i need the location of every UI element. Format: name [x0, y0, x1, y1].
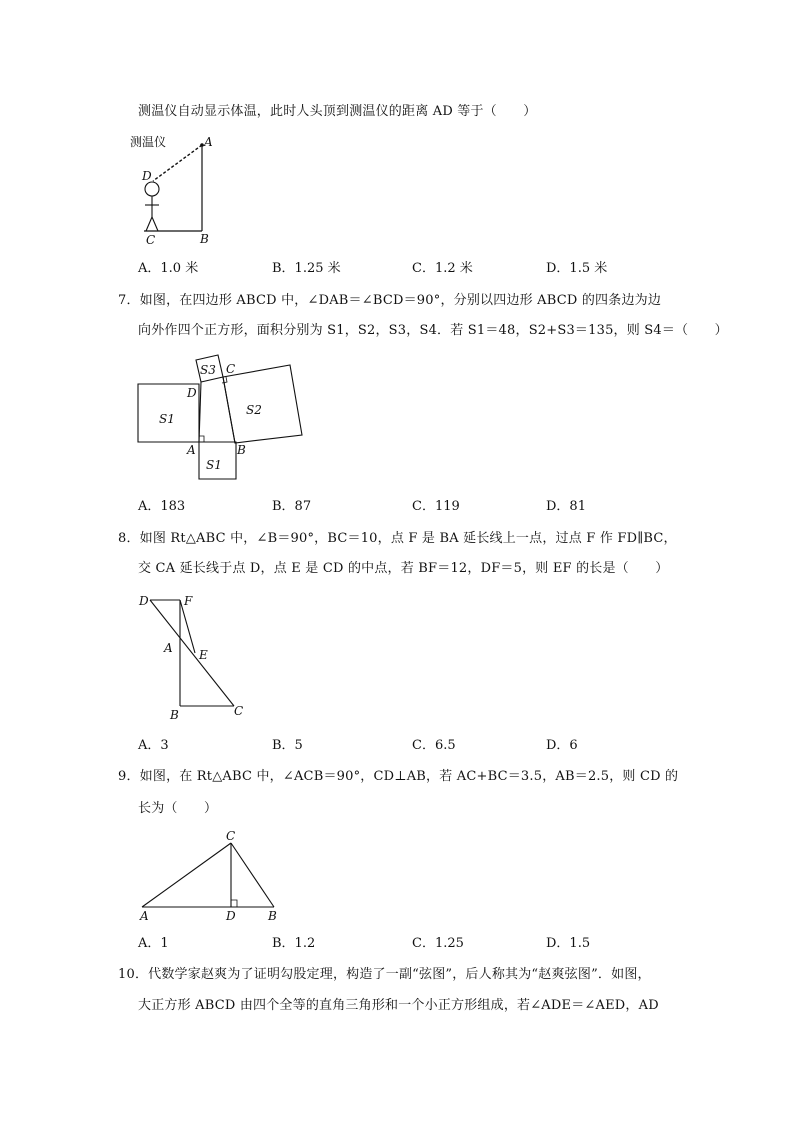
label-S1-bottom: S1	[206, 458, 222, 472]
point-label-B: B	[268, 909, 277, 923]
q10-question-line-2: 大正方形 ABCD 由四个全等的直角三角形和一个小正方形组成，若∠ADE＝∠AED，AD	[138, 998, 659, 1013]
person-leg-left	[146, 217, 152, 231]
q7-option-b[interactable]: B．87	[272, 499, 312, 514]
q9-option-b[interactable]: B．1.2	[272, 936, 316, 951]
point-label-D: D	[142, 169, 152, 183]
segment-DC	[150, 600, 234, 706]
thermometer-label: 测温仪	[130, 135, 167, 149]
q9-option-a[interactable]: A．1	[138, 936, 169, 951]
point-label-C: C	[146, 233, 156, 247]
point-label-C: C	[226, 829, 236, 843]
q8-option-c[interactable]: C．6.5	[412, 738, 456, 753]
label-S1: S1	[159, 412, 175, 426]
q9-option-d[interactable]: D．1.5	[546, 936, 591, 951]
side-BC	[223, 377, 235, 443]
q8-question-line-2: 交 CA 延长线于点 D，点 E 是 CD 的中点，若 BF＝12，DF＝5，则 EF 的长是（ ）	[138, 561, 669, 576]
point-label-A: A	[140, 909, 149, 923]
q9-figure	[130, 828, 290, 928]
q7-question-line-2: 向外作四个正方形，面积分别为 S1，S2，S3，S4．若 S1＝48，S2+S3＝135，则 S4＝（ ）	[138, 323, 728, 338]
q6-option-c[interactable]: C．1.2 米	[412, 261, 473, 276]
right-angle-A	[199, 436, 204, 442]
square-S2	[223, 365, 302, 443]
q10-question-line-1: 10．代数学家赵爽为了证明勾股定理，构造了一副“弦图”，后人称其为“赵爽弦图”．如图，	[118, 967, 651, 982]
point-label-D: D	[226, 909, 236, 923]
q8-question-line-1: 8．如图 Rt△ABC 中，∠B＝90°，BC＝10，点 F 是 BA 延长线上一点，过点 F 作 FD∥BC，	[118, 531, 677, 546]
point-label-C: C	[226, 362, 236, 376]
q6-option-b[interactable]: B．1.25 米	[272, 261, 341, 276]
q6-question-text: 测温仪自动显示体温，此时人头顶到测温仪的距离 AD 等于（ ）	[138, 104, 537, 119]
q6-option-d[interactable]: D．1.5 米	[546, 261, 608, 276]
dashed-line-AD	[153, 145, 202, 181]
q7-question-line-1: 7．如图，在四边形 ABCD 中，∠DAB＝∠BCD＝90°，分别以四边形 ABCD 的四条边为边	[118, 293, 662, 308]
q6-figure	[130, 130, 240, 250]
point-label-F: F	[184, 594, 193, 608]
q7-option-a[interactable]: A．183	[138, 499, 186, 514]
point-label-D: D	[139, 594, 149, 608]
person-head	[145, 182, 159, 196]
q7-option-d[interactable]: D．81	[546, 499, 586, 514]
q8-option-a[interactable]: A．3	[138, 738, 169, 753]
point-label-E: E	[199, 648, 208, 662]
point-label-D: D	[187, 386, 197, 400]
q8-option-d[interactable]: D．6	[546, 738, 578, 753]
segment-CB	[231, 843, 274, 907]
right-angle-D	[231, 900, 237, 907]
q9-question-line-1: 9．如图，在 Rt△ABC 中，∠ACB＝90°，CD⊥AB，若 AC+BC＝3.5，AB＝2.5，则 CD 的	[118, 769, 679, 784]
q9-question-line-2: 长为（ ）	[138, 801, 218, 816]
segment-AC	[142, 843, 231, 907]
point-label-C: C	[234, 704, 244, 718]
point-label-B: B	[237, 443, 246, 457]
q8-figure	[130, 588, 260, 728]
q6-option-a[interactable]: A．1.0 米	[138, 261, 199, 276]
q9-option-c[interactable]: C．1.25	[412, 936, 464, 951]
q7-option-c[interactable]: C．119	[412, 499, 460, 514]
q7-figure	[130, 350, 310, 485]
point-label-A: A	[187, 443, 196, 457]
label-S3: S3	[200, 363, 216, 377]
label-S2: S2	[246, 403, 262, 417]
q8-option-b[interactable]: B．5	[272, 738, 303, 753]
person-leg-right	[152, 217, 158, 231]
point-label-A: A	[164, 641, 173, 655]
point-label-B: B	[170, 708, 179, 722]
point-label-A: A	[204, 135, 213, 149]
point-label-B: B	[200, 232, 209, 246]
